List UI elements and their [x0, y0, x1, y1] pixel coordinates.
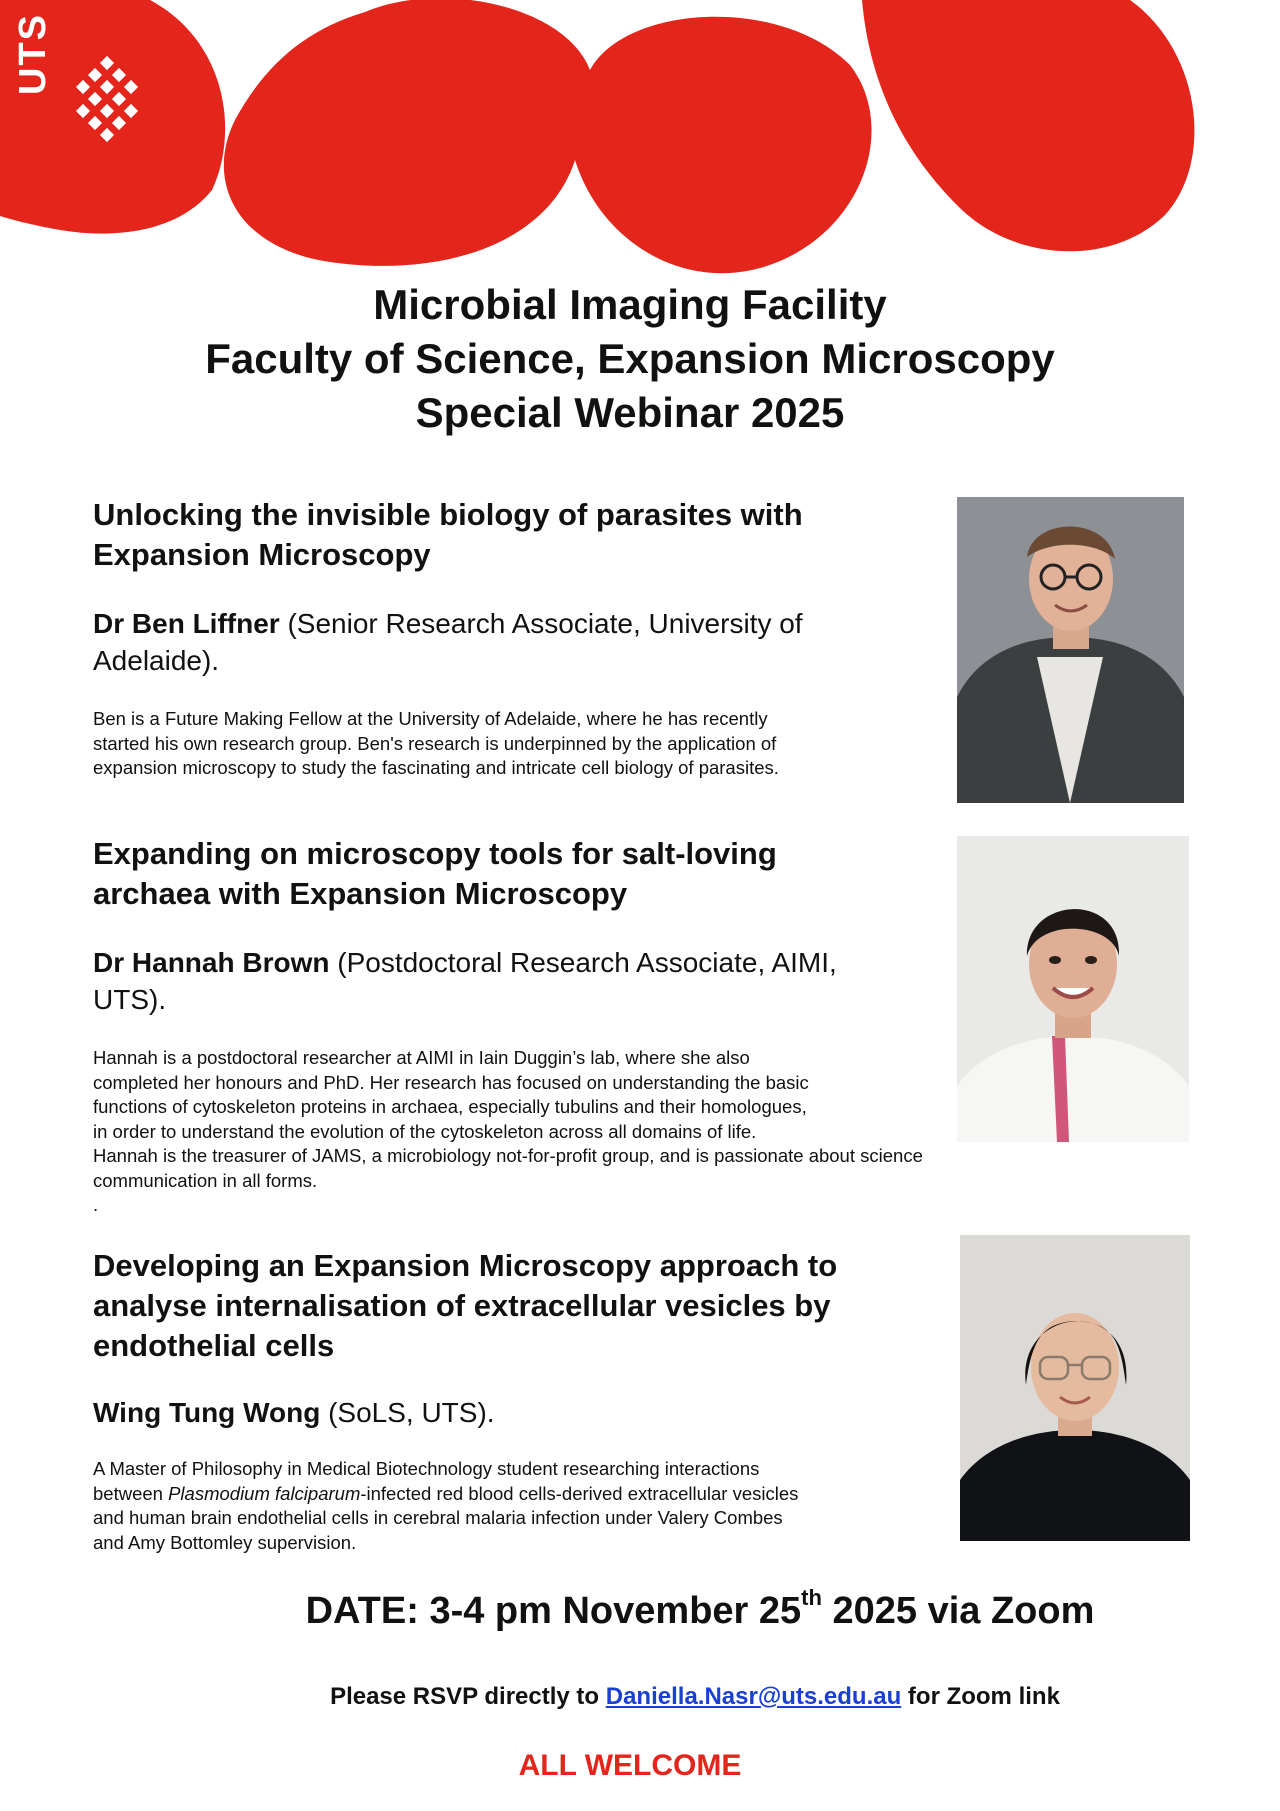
event-date-suffix: th	[801, 1585, 822, 1610]
talk-3-speaker-name: Wing Tung Wong	[93, 1397, 321, 1428]
talk-3-bio-text: between	[93, 1482, 169, 1504]
talk-3-bio-line: A Master of Philosophy in Medical Biotechnology student researching interactions	[93, 1458, 760, 1479]
talk-2-bio-line: .	[93, 1194, 99, 1215]
talk-2-speaker-affil: (Postdoctoral Research Associate, AIMI,	[329, 947, 837, 978]
talk-3-title-line-3: endothelial cells	[93, 1328, 335, 1363]
all-welcome: ALL WELCOME	[518, 1749, 742, 1782]
talk-1-bio	[93, 707, 943, 781]
talk-3-bio-text: -infected red blood cells-derived extracellular vesicles	[360, 1482, 799, 1504]
talk-2-title	[93, 834, 943, 914]
talk-1-bio-line: expansion microscopy to study the fascinating and intricate cell biology of parasites.	[93, 757, 779, 778]
talk-3-title-line-1: Developing an Expansion Microscopy approach to	[93, 1248, 838, 1283]
talk-3-bio-line: and human brain endothelial cells in cerebral malaria infection under Valery Combes	[93, 1507, 783, 1528]
talk-1-title	[93, 495, 943, 575]
speaker-photo-wing-tung-wong	[960, 1235, 1190, 1541]
talk-1-speaker-name: Dr Ben Liffner	[93, 608, 280, 639]
speaker-photo-hannah-brown	[957, 836, 1189, 1142]
talk-2-bio-line: functions of cytoskeleton proteins in archaea, especially tubulins and their homologues,	[93, 1096, 807, 1117]
talk-2	[93, 834, 943, 1218]
talk-3-speaker-affil: (SoLS, UTS).	[320, 1397, 495, 1428]
event-date-text: DATE: 3-4 pm November 25	[305, 1590, 802, 1632]
talk-1	[93, 495, 943, 781]
event-date	[0, 1585, 1280, 1633]
talk-2-bio-line: Hannah is the treasurer of JAMS, a microbiology not-for-profit group, and is passionate about science	[93, 1145, 923, 1166]
talk-2-title-line-2: archaea with Expansion Microscopy	[93, 876, 628, 911]
talk-3-bio-line: and Amy Bottomley supervision.	[93, 1531, 357, 1553]
talk-3-speaker	[93, 1394, 943, 1431]
talk-3-bio-line	[93, 1482, 943, 1507]
rsvp-text-2: for Zoom link	[901, 1683, 1060, 1710]
talk-2-speaker-name: Dr Hannah Brown	[93, 947, 330, 978]
event-date-text-2: 2025 via Zoom	[821, 1590, 1095, 1632]
talk-3-title-line-2: analyse internalisation of extracellular vesicles by	[93, 1288, 831, 1323]
talk-1-title-line-1: Unlocking the invisible biology of parasites with	[93, 497, 803, 532]
talk-2-bio-line: Hannah is a postdoctoral researcher at AIMI in Iain Duggin’s lab, where she also	[93, 1047, 750, 1068]
talk-1-bio-line: Ben is a Future Making Fellow at the University of Adelaide, where he has recently	[93, 708, 768, 729]
title-line-2: Faculty of Science, Expansion Microscopy	[205, 335, 1055, 382]
talk-2-speaker	[93, 944, 943, 1018]
talk-2-title-line-1: Expanding on microscopy tools for salt-loving	[93, 836, 777, 871]
talk-3-bio-italic: Plasmodium falciparum	[168, 1482, 361, 1504]
uts-logo-text: UTS	[12, 13, 54, 95]
speaker-photo-ben-liffner	[957, 497, 1184, 803]
red-blob-right	[862, 0, 1194, 251]
header-red-blobs	[0, 0, 1280, 300]
talk-2-bio-line: completed her honours and PhD. Her research has focused on understanding the basic	[93, 1071, 809, 1093]
title-line-1: Microbial Imaging Facility	[373, 281, 887, 328]
rsvp-email-link[interactable]: Daniella.Nasr@uts.edu.au	[605, 1683, 902, 1710]
talk-1-bio-line: started his own research group. Ben's research is underpinned by the application of	[93, 732, 777, 754]
talk-2-bio-line: in order to understand the evolution of the cytoskeleton across all domains of life.	[93, 1120, 757, 1142]
uts-logo-icon	[68, 50, 178, 160]
red-blob-center	[224, 0, 872, 273]
rsvp-line	[0, 1683, 1280, 1711]
talk-2-bio	[93, 1046, 1093, 1218]
talk-1-speaker-affil-2: Adelaide).	[93, 645, 220, 676]
talk-3-bio	[93, 1457, 943, 1555]
talk-1-title-line-2: Expansion Microscopy	[93, 537, 431, 572]
talk-1-speaker-affil: (Senior Research Associate, University of	[279, 608, 803, 639]
talk-2-speaker-affil-2: UTS).	[93, 984, 167, 1015]
talk-1-speaker	[93, 605, 943, 679]
talk-3	[93, 1246, 943, 1555]
rsvp-text: Please RSVP directly to	[330, 1683, 606, 1710]
page-title	[0, 278, 1260, 440]
title-line-3: Special Webinar 2025	[415, 389, 845, 436]
talk-2-bio-line: communication in all forms.	[93, 1169, 318, 1191]
talk-3-title	[93, 1246, 943, 1366]
